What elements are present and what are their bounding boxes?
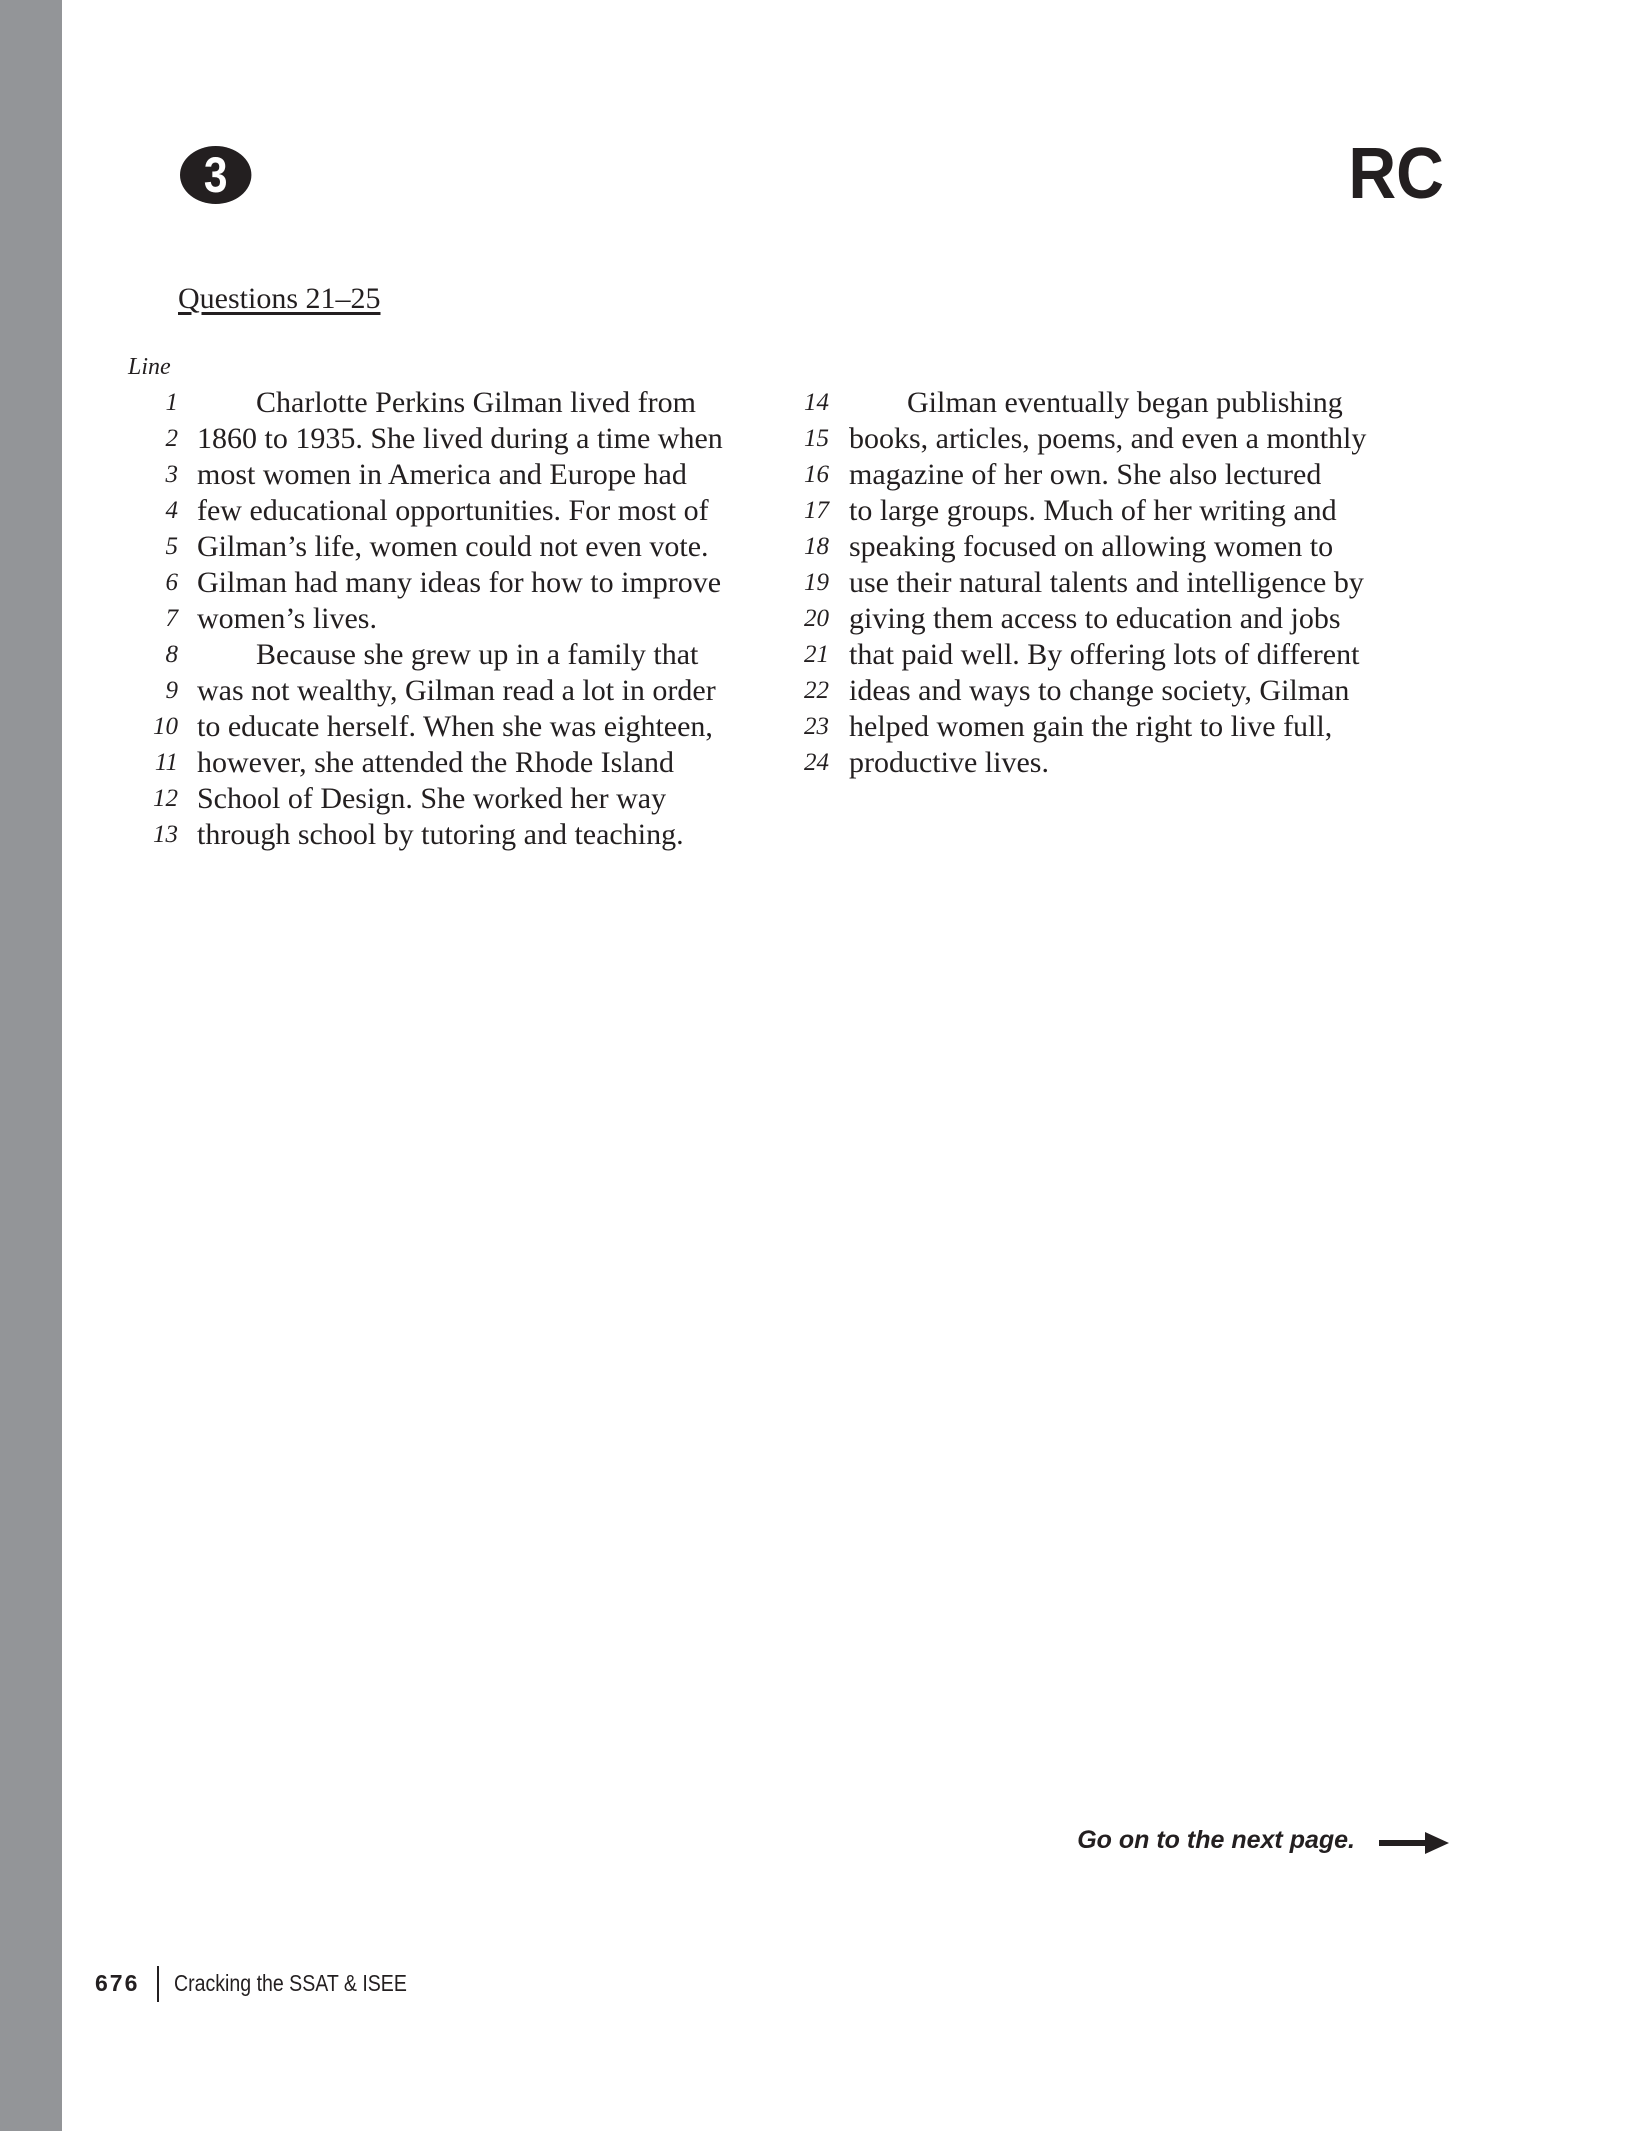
book-title: Cracking the SSAT & ISEE — [174, 1970, 407, 1996]
passage-line: women’s lives. — [197, 602, 377, 635]
passage-line: few educational opportunities. For most of — [197, 494, 709, 527]
passage-line: to large groups. Much of her writing and — [849, 494, 1337, 527]
line-number: 9 — [165, 677, 178, 704]
passage-line: helped women gain the right to live full, — [849, 710, 1333, 743]
passage-line: giving them access to education and jobs — [849, 602, 1341, 635]
line-number: 16 — [804, 461, 829, 488]
passage-line: that paid well. By offering lots of different — [849, 638, 1360, 671]
line-number: 4 — [165, 497, 178, 524]
line-number: 2 — [165, 425, 178, 452]
line-number: 1 — [165, 389, 178, 416]
line-number: 20 — [804, 605, 829, 632]
next-page-text: Go on to the next page. — [1077, 1826, 1355, 1854]
passage-line: through school by tutoring and teaching. — [197, 818, 684, 851]
passage-line: productive lives. — [849, 746, 1049, 779]
line-number: 23 — [804, 713, 829, 740]
line-number: 15 — [804, 425, 829, 452]
line-number: 14 — [804, 389, 829, 416]
line-number: 17 — [804, 497, 829, 524]
questions-title: Questions 21–25 — [178, 282, 381, 315]
section-number-badge: 3 — [180, 146, 251, 204]
line-number: 10 — [153, 713, 178, 740]
line-number: 21 — [804, 641, 829, 668]
passage-line: ideas and ways to change society, Gilman — [849, 674, 1350, 707]
line-number: 19 — [804, 569, 829, 596]
line-number: 18 — [804, 533, 829, 560]
passage-line: School of Design. She worked her way — [197, 782, 667, 815]
arrow-right-icon — [1379, 1832, 1449, 1854]
passage-line: most women in America and Europe had — [197, 458, 687, 491]
passage-line: use their natural talents and intelligence by — [849, 566, 1364, 599]
line-number: 3 — [165, 461, 178, 488]
passage-line: speaking focused on allowing women to — [849, 530, 1334, 563]
line-label: Line — [128, 354, 171, 380]
footer-divider — [157, 1966, 159, 2002]
passage-line: Charlotte Perkins Gilman lived from — [256, 386, 696, 419]
passage-line: Gilman’s life, women could not even vote. — [197, 530, 709, 563]
section-code: RC — [1348, 134, 1444, 214]
line-number: 13 — [153, 821, 178, 848]
line-number: 7 — [165, 605, 178, 632]
line-number: 22 — [804, 677, 829, 704]
line-number: 5 — [165, 533, 178, 560]
passage-line: was not wealthy, Gilman read a lot in order — [197, 674, 716, 707]
line-number: 6 — [165, 569, 178, 596]
passage-line: Gilman had many ideas for how to improve — [197, 566, 722, 599]
line-number: 8 — [165, 641, 178, 668]
line-number: 24 — [804, 749, 829, 776]
page-number: 676 — [95, 1970, 140, 1996]
passage-line: 1860 to 1935. She lived during a time when — [197, 422, 723, 455]
passage-line: Because she grew up in a family that — [256, 638, 699, 671]
line-number: 11 — [154, 749, 178, 776]
page-edge-tab — [0, 0, 62, 2131]
passage-line: Gilman eventually began publishing — [907, 386, 1343, 419]
passage-line: magazine of her own. She also lectured — [849, 458, 1322, 491]
passage-line: to educate herself. When she was eighteen, — [197, 710, 713, 743]
line-number: 12 — [153, 785, 178, 812]
passage-line: however, she attended the Rhode Island — [197, 746, 674, 779]
passage-line: books, articles, poems, and even a monthly — [849, 422, 1367, 455]
